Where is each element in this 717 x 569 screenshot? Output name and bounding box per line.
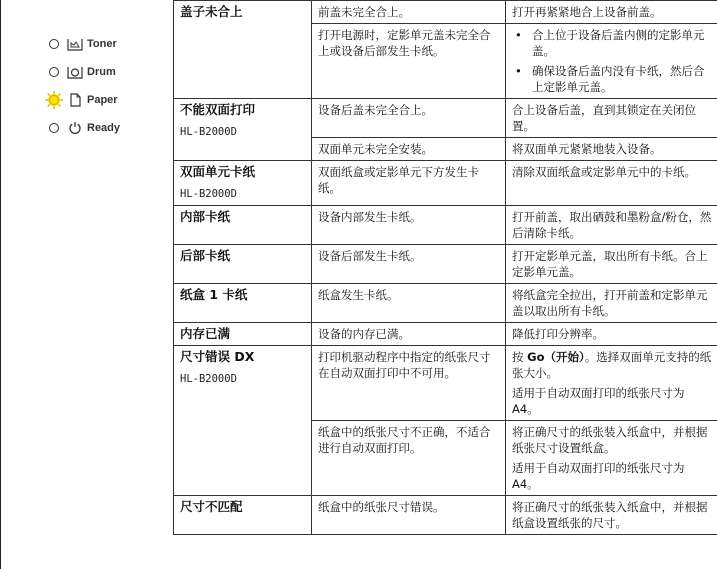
error-message-cell xyxy=(174,346,312,496)
cause-text: 打开电源时，定影单元盖未完全合上或设备后部发生卡纸。 xyxy=(318,28,491,58)
action-text xyxy=(512,350,711,380)
error-message-table xyxy=(173,0,717,535)
toner-icon xyxy=(67,37,83,51)
cause-cell xyxy=(312,99,506,138)
action-cell xyxy=(506,323,717,346)
cause-cell xyxy=(312,323,506,346)
cause-text: 双面单元未完全安装。 xyxy=(318,142,433,156)
error-message: 后部卡纸 xyxy=(180,248,231,263)
table-row xyxy=(174,284,717,323)
ready-label: Ready xyxy=(87,122,121,134)
action-cell xyxy=(506,496,717,535)
cause-cell xyxy=(312,161,506,206)
table-row xyxy=(174,346,717,421)
action-prefix: 按 xyxy=(512,350,528,364)
action-cell xyxy=(506,1,717,24)
error-message-cell xyxy=(174,284,312,323)
error-message-cell xyxy=(174,245,312,284)
paper-icon xyxy=(67,93,83,107)
cause-cell xyxy=(312,1,506,24)
drum-label: Drum xyxy=(87,66,116,78)
left-border-line xyxy=(0,0,1,569)
cause-cell xyxy=(312,346,506,421)
model-name: HL-B2000D xyxy=(180,373,237,385)
model-name: HL-B2000D xyxy=(180,126,237,138)
error-message: 盖子未合上 xyxy=(180,4,243,19)
action-text: 合上设备后盖，直到其锁定在关闭位置。 xyxy=(512,103,696,133)
cause-cell xyxy=(312,421,506,496)
action-cell xyxy=(506,421,717,496)
led-row-drum xyxy=(48,58,158,86)
action-bullet: • 确保设备后盖内没有卡纸，然后合上定影单元盖。 xyxy=(512,63,712,95)
action-text: 打开再紧紧地合上设备前盖。 xyxy=(512,5,662,19)
cause-text: 设备的内存已满。 xyxy=(318,327,410,341)
action-bullet: • 合上位于设备后盖内侧的定影单元盖。 xyxy=(512,27,712,59)
cause-cell xyxy=(312,245,506,284)
action-text: 将正确尺寸的纸张装入纸盒中，并根据纸盒设置纸张的尺寸。 xyxy=(512,500,708,530)
cause-text: 设备后部发生卡纸。 xyxy=(318,249,422,263)
error-message-cell xyxy=(174,161,312,206)
error-message: 尺寸不匹配 xyxy=(180,499,243,514)
cause-cell xyxy=(312,206,506,245)
action-text: 降低打印分辨率。 xyxy=(512,327,604,341)
error-message-cell xyxy=(174,1,312,99)
table-row xyxy=(174,99,717,138)
toner-label: Toner xyxy=(87,38,117,50)
table-row xyxy=(174,245,717,284)
action-text: 将双面单元紧紧地装入设备。 xyxy=(512,142,662,156)
action-text: 将正确尺寸的纸张装入纸盒中，并根据纸张尺寸设置纸盒。 xyxy=(512,425,708,455)
action-cell xyxy=(506,161,717,206)
action-bullet-list xyxy=(512,27,712,95)
action-cell xyxy=(506,99,717,138)
cause-text: 前盖未完全合上。 xyxy=(318,5,410,19)
table-row xyxy=(174,206,717,245)
led-row-paper xyxy=(48,86,158,114)
error-message-cell xyxy=(174,496,312,535)
cause-cell xyxy=(312,284,506,323)
drum-icon xyxy=(67,65,83,79)
model-name: HL-B2000D xyxy=(180,188,237,200)
table-row xyxy=(174,496,717,535)
action-cell xyxy=(506,245,717,284)
table-row xyxy=(174,323,717,346)
error-message-cell xyxy=(174,323,312,346)
error-message: 不能双面打印 xyxy=(180,102,256,117)
cause-cell xyxy=(312,496,506,535)
cause-text: 双面纸盒或定影单元下方发生卡纸。 xyxy=(318,165,479,195)
action-note: 适用于自动双面打印的纸张尺寸为 A4。 xyxy=(512,386,685,416)
go-button-label: Go（开始） xyxy=(527,350,585,364)
paper-label: Paper xyxy=(87,94,118,106)
error-message: 尺寸错误 DX xyxy=(180,349,255,364)
cause-text: 设备后盖未完全合上。 xyxy=(318,103,433,117)
error-message: 双面单元卡纸 xyxy=(180,164,256,179)
cause-text: 打印机驱动程序中指定的纸张尺寸在自动双面打印中不可用。 xyxy=(318,350,491,380)
table-row xyxy=(174,1,717,24)
action-cell xyxy=(506,346,717,421)
led-row-ready xyxy=(48,114,158,142)
error-message: 内存已满 xyxy=(180,326,231,341)
cause-text: 纸盒中的纸张尺寸不正确，不适合进行自动双面打印。 xyxy=(318,425,491,455)
toner-led xyxy=(49,39,59,49)
action-text: 打开定影单元盖，取出所有卡纸。合上定影单元盖。 xyxy=(512,249,708,279)
action-cell xyxy=(506,284,717,323)
action-cell xyxy=(506,24,717,99)
action-rest: 。选择双面单元支持的纸张大小。 xyxy=(512,350,712,380)
cause-text: 纸盒中的纸张尺寸错误。 xyxy=(318,500,445,514)
action-text: 清除双面纸盒或定影单元中的卡纸。 xyxy=(512,165,696,179)
action-note: 适用于自动双面打印的纸张尺寸为 A4。 xyxy=(512,461,685,491)
error-message: 内部卡纸 xyxy=(180,209,231,224)
led-row-toner xyxy=(48,30,158,58)
table-row xyxy=(174,161,717,206)
cause-text: 纸盒发生卡纸。 xyxy=(318,288,399,302)
cause-cell xyxy=(312,24,506,99)
action-text: 打开前盖，取出硒鼓和墨粉盒/粉仓，然后清除卡纸。 xyxy=(512,210,712,240)
action-text: 将纸盒完全拉出，打开前盖和定影单元盖以取出所有卡纸。 xyxy=(512,288,708,318)
led-indicator-panel xyxy=(48,30,158,142)
ready-led xyxy=(49,123,59,133)
power-icon xyxy=(67,121,83,135)
error-message-cell xyxy=(174,206,312,245)
cause-cell xyxy=(312,138,506,161)
cause-text: 设备内部发生卡纸。 xyxy=(318,210,422,224)
action-cell xyxy=(506,206,717,245)
error-message-cell xyxy=(174,99,312,161)
drum-led xyxy=(49,67,59,77)
action-cell xyxy=(506,138,717,161)
error-message: 纸盒 1 卡纸 xyxy=(180,287,248,302)
led-glow-rays xyxy=(45,91,63,109)
